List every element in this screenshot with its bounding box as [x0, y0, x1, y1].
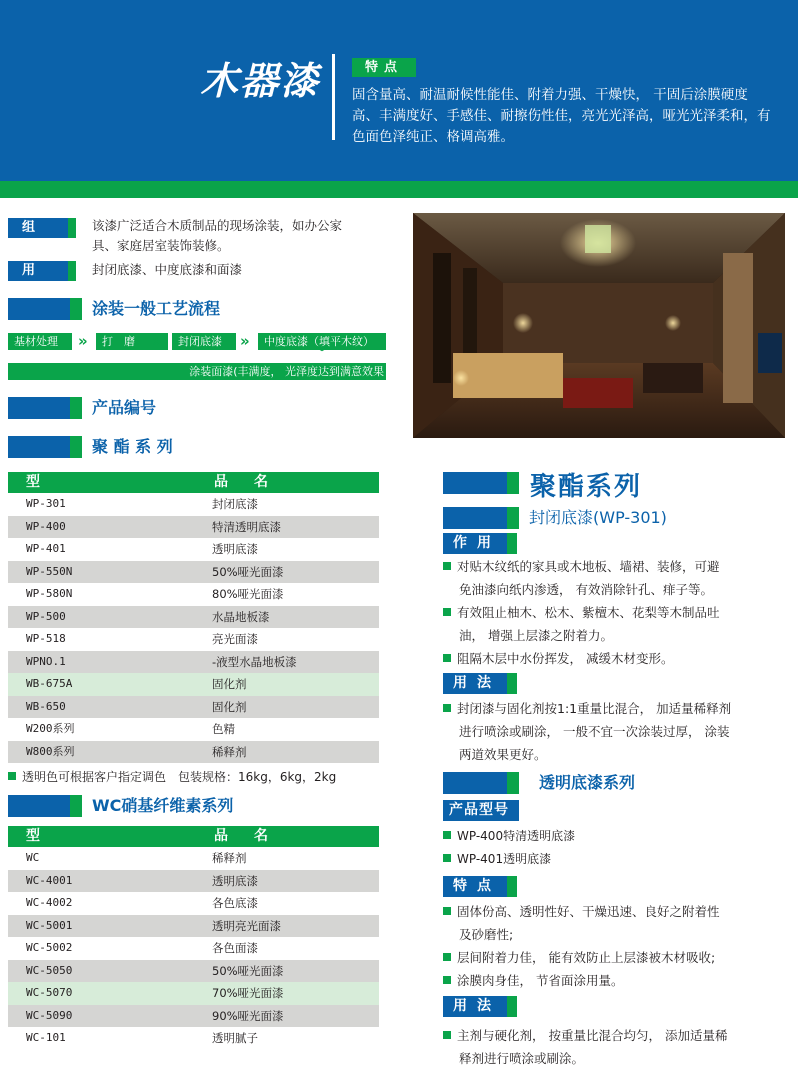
product-name: 透明底漆	[212, 542, 258, 556]
table-row	[8, 1005, 379, 1028]
product-name: 稀释剂	[212, 851, 247, 865]
table-row	[8, 561, 379, 584]
table-row	[8, 982, 379, 1005]
function-list	[443, 555, 783, 670]
function-label: 作用	[443, 533, 517, 554]
table-row	[8, 870, 379, 893]
list-item: 固体份高、透明性好、干燥迅速、良好之附着性	[443, 900, 783, 923]
polyester-series-header: 聚 酯 系 列	[8, 436, 388, 458]
table1-note: 透明色可根据客户指定调色 包装规格：16kg，6kg，2kg	[8, 767, 388, 787]
product-name: 稀释剂	[212, 744, 247, 759]
product-name: 50%哑光面漆	[212, 564, 284, 579]
list-item: 涂膜肉身佳， 节省面涂用量。	[443, 969, 783, 992]
chevron-right-icon: »	[240, 332, 245, 350]
table-row	[8, 915, 379, 938]
product-name: 水晶地板漆	[212, 609, 270, 624]
feature-label: 特点	[443, 876, 517, 897]
method-text: 封闭漆与固化剂按1:1重量比混合， 加适量稀释剂 进行喷涂或刷涂， 一般不宜一次涂装过厚， 涂装 两道效果更好。	[443, 697, 783, 766]
model-code: WB-675A	[26, 677, 73, 690]
feature-list	[443, 900, 783, 992]
list-item: 及砂磨性;	[459, 927, 514, 942]
wc-series-header: WC硝基纤维素系列	[8, 795, 388, 817]
page-title: 木器漆	[199, 59, 320, 103]
wc-table	[8, 826, 379, 1050]
model-code: WC-5070	[26, 986, 73, 999]
model-code: W200系列	[26, 722, 75, 735]
composition-label: 组成	[8, 218, 76, 238]
usage-label: 用途	[8, 261, 76, 281]
table-row	[8, 937, 379, 960]
product-name: 透明亮光面漆	[212, 918, 281, 933]
table-row	[8, 628, 379, 651]
product-name: 色精	[212, 722, 235, 736]
chevron-right-icon: »	[152, 332, 157, 350]
header-divider	[332, 54, 335, 140]
right-subtitle-header: 封闭底漆(WP-301)	[443, 507, 783, 529]
header-banner	[0, 0, 798, 181]
model-code: WC-5001	[26, 918, 73, 932]
table-row	[8, 696, 379, 719]
list-item: 免油漆向纸内渗透， 有效消除针孔、痱子等。	[459, 582, 713, 597]
product-name: 各色底漆	[212, 896, 258, 910]
model-code: WC-4001	[26, 873, 73, 887]
model-list: WP-400特清透明底漆 WP-401透明底漆	[443, 825, 783, 871]
feature-badge: 特点	[352, 58, 416, 77]
header-green-stripe	[0, 181, 798, 198]
model-code: WP-500	[26, 609, 66, 623]
product-name: 亮光面漆	[212, 632, 258, 646]
method-label: 用法	[443, 673, 517, 694]
process-section-header: 涂装一般工艺流程	[8, 298, 388, 320]
process-step-2: 打 磨	[96, 333, 168, 350]
model-label: 产品型号	[443, 800, 519, 821]
polyester-table	[8, 472, 379, 763]
composition-text: 该漆广泛适合木质制品的现场涂装，如办公家 具、家庭居室装饰装修。	[92, 218, 343, 253]
table-row	[8, 741, 379, 764]
chevron-down-icon: ︾	[316, 345, 329, 359]
model-code: W800系列	[26, 744, 75, 758]
product-name: 封闭底漆	[212, 497, 258, 511]
product-name: 70%哑光面漆	[212, 986, 284, 1000]
method2-text: 主剂与硬化剂， 按重量比混合均匀， 添加适量稀 释剂进行喷涂或刷涂。	[443, 1024, 783, 1070]
table-header: 型 品名	[8, 826, 379, 847]
model-code: WC	[26, 851, 40, 864]
product-name: 80%哑光面漆	[212, 587, 284, 601]
model-code: WP-550N	[26, 564, 73, 578]
model-code: WP-301	[26, 497, 66, 510]
feature-text: 固含量高、耐温耐候性能佳、附着力强、干燥快， 干固后涂膜硬度高、丰满度好、手感佳、耐擦伤性佳，亮光光泽高，哑光光泽柔和，有色面色泽纯正、格调高雅。	[352, 87, 771, 145]
clear-series-header: 透明底漆系列	[443, 772, 783, 794]
model-code: WPNO.1	[26, 654, 66, 668]
process-final-step: 涂装面漆(丰满度， 光泽度达到满意效果	[8, 363, 386, 380]
process-step-4: 中度底漆（填平木纹）	[258, 333, 386, 350]
model-code: WC-5090	[26, 1008, 73, 1022]
chevron-right-icon: »	[78, 332, 83, 350]
product-name: 固化剂	[212, 699, 247, 714]
process-step-3: 封闭底漆	[172, 333, 236, 350]
table-row	[8, 718, 379, 741]
model-code: WC-101	[26, 1031, 66, 1044]
model-code: WC-5002	[26, 941, 73, 954]
list-item: 层间附着力佳， 能有效防止上层漆被木材吸收;	[443, 946, 783, 969]
model-code: WC-4002	[26, 896, 73, 909]
table-row	[8, 516, 379, 539]
interior-photo	[413, 213, 785, 438]
table-row	[8, 673, 379, 696]
product-name: 透明底漆	[212, 873, 258, 888]
table-row	[8, 538, 379, 561]
model-code: WB-650	[26, 699, 66, 713]
list-item: 有效阻止柚木、松木、紫檀木、花梨等木制品吐	[443, 601, 783, 624]
product-name: 50%哑光面漆	[212, 963, 284, 978]
model-code: WP-401	[26, 542, 66, 555]
table-row	[8, 583, 379, 606]
product-name: 透明腻子	[212, 1031, 258, 1045]
list-item: 油， 增强上层漆之附着力。	[459, 628, 613, 643]
product-code-header: 产品编号	[8, 397, 388, 419]
model-code: WP-400	[26, 519, 66, 533]
table-row	[8, 960, 379, 983]
product-name: 特清透明底漆	[212, 519, 281, 534]
usage-text: 封闭底漆、中度底漆和面漆	[92, 262, 243, 277]
product-name: -液型水晶地板漆	[212, 654, 297, 669]
table-row	[8, 847, 379, 870]
product-name: 90%哑光面漆	[212, 1008, 284, 1023]
model-code: WC-5050	[26, 963, 73, 977]
product-name: 各色面漆	[212, 941, 258, 955]
list-item: 阻隔木层中水份挥发， 减缓木材变形。	[443, 647, 783, 670]
model-code: WP-580N	[26, 587, 73, 600]
method2-label: 用法	[443, 996, 517, 1017]
model-code: WP-518	[26, 632, 66, 645]
process-step-1: 基材处理	[8, 333, 72, 350]
table-row	[8, 493, 379, 516]
table-header: 型 品名	[8, 472, 379, 493]
series-title: 聚酯系列	[530, 472, 643, 502]
table-row	[8, 892, 379, 915]
table-row	[8, 606, 379, 629]
product-name: 固化剂	[212, 677, 247, 691]
list-item: 对贴木纹纸的家具或木地板、墙裙、装修，可避	[443, 555, 783, 578]
table-row	[8, 651, 379, 674]
table-row	[8, 1027, 379, 1050]
